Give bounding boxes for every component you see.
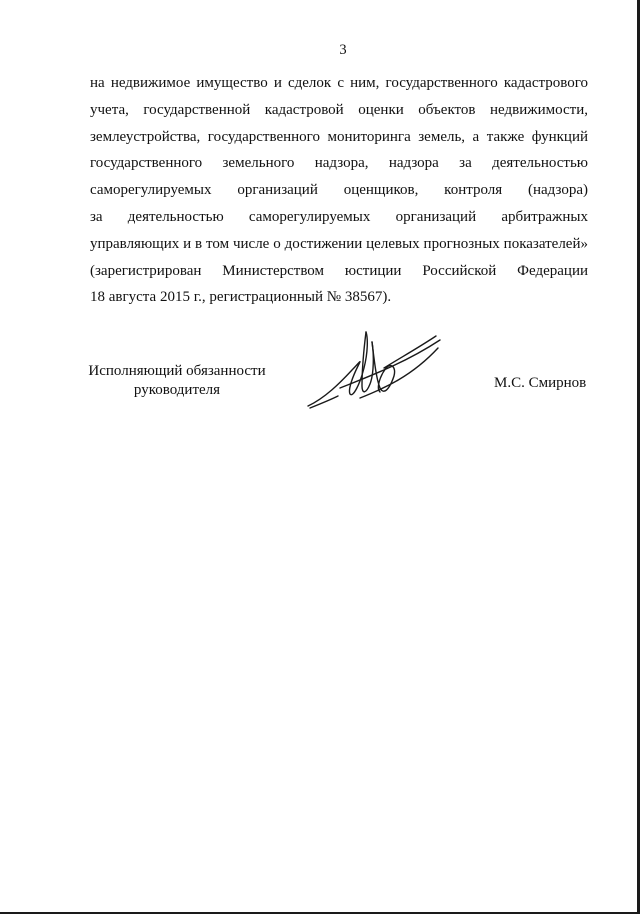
body-paragraph [90,70,588,311]
paragraph-line: 18 августа 2015 г., регистрационный № 38567). [90,289,392,306]
paragraph-line: землеустройства, государственного мониторинга земель, а также функций [90,128,588,145]
paragraph-line: учета, государственной кадастровой оценки объектов недвижимости, [90,101,588,118]
signer-title [87,362,267,400]
signer-title-line1: Исполняющий обязанности [88,363,266,379]
paragraph-line: на недвижимое имущество и сделок с ним, государственного кадастрового [90,75,588,91]
page-number: 3 [339,42,347,58]
signer-title-line2: руководителя [133,382,221,398]
paragraph-line: саморегулируемых организаций оценщиков, контроля (надзора) [90,182,588,199]
paragraph-line: (зарегистрирован Министерством юстиции Российской Федерации [90,262,588,279]
paragraph-line: за деятельностью саморегулируемых организаций арбитражных [90,208,588,225]
handwritten-signature-icon [300,318,450,418]
paragraph-line: управляющих и в том числе о достижении целевых прогнозных показателей» [90,235,588,252]
signer-name: М.С. Смирнов [494,375,587,391]
paragraph-line: государственного земельного надзора, надзора за деятельностью [90,155,588,172]
